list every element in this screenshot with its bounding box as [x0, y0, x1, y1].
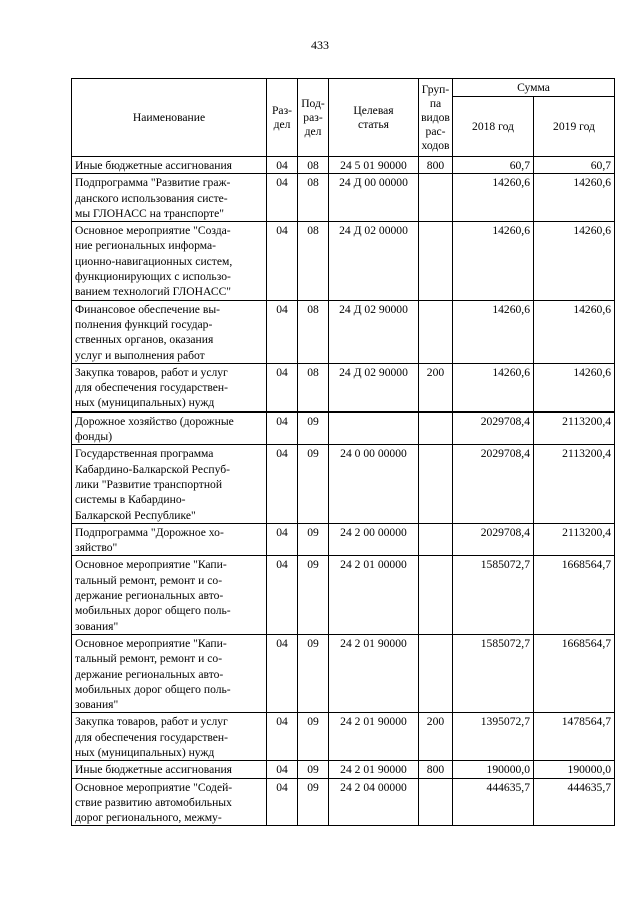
row-sum-2018: 14260,6	[453, 222, 534, 300]
row-group: 200	[419, 713, 453, 761]
row-sum-2018: 2029708,4	[453, 412, 534, 445]
header-group: Груп- па видов рас- ходов	[419, 79, 453, 157]
row-section: 04	[267, 778, 298, 826]
table-row	[72, 363, 615, 411]
row-target: 24 2 04 00000	[329, 778, 419, 826]
row-target: 24 Д 00 00000	[329, 174, 419, 222]
table-row	[72, 778, 615, 826]
row-target: 24 0 00 00000	[329, 445, 419, 523]
row-target	[329, 412, 419, 445]
row-section: 04	[267, 412, 298, 445]
row-name: Закупка товаров, работ и услуг для обеспечения государствен- ных (муниципальных) нужд	[72, 363, 267, 411]
row-section: 04	[267, 174, 298, 222]
row-group	[419, 445, 453, 523]
row-subsection: 08	[298, 363, 329, 411]
row-section: 04	[267, 761, 298, 778]
row-sum-2019: 14260,6	[534, 222, 615, 300]
row-section: 04	[267, 157, 298, 174]
row-sum-2019: 1478564,7	[534, 713, 615, 761]
row-subsection: 08	[298, 174, 329, 222]
row-section: 04	[267, 556, 298, 634]
row-target: 24 2 01 90000	[329, 634, 419, 712]
header-target: Целевая статья	[329, 79, 419, 157]
table-row	[72, 222, 615, 300]
table-row	[72, 157, 615, 174]
row-target: 24 5 01 90000	[329, 157, 419, 174]
table-row	[72, 445, 615, 523]
row-name: Иные бюджетные ассигнования	[72, 157, 267, 174]
row-group	[419, 300, 453, 363]
row-subsection: 09	[298, 445, 329, 523]
row-target: 24 2 01 90000	[329, 761, 419, 778]
row-sum-2019: 444635,7	[534, 778, 615, 826]
header-year-2018: 2018 год	[453, 97, 534, 157]
table-row	[72, 174, 615, 222]
header-subsection: Под- раз- дел	[298, 79, 329, 157]
row-name: Дорожное хозяйство (дорожные фонды)	[72, 412, 267, 445]
table-row	[72, 412, 615, 445]
row-sum-2018: 14260,6	[453, 174, 534, 222]
header-year-2019: 2019 год	[534, 97, 615, 157]
row-section: 04	[267, 300, 298, 363]
row-name: Основное мероприятие "Созда- ние региональных информа- ционно-навигационных систем, функционирующих с использо- ванием технологий ГЛОНАСС"	[72, 222, 267, 300]
row-subsection: 09	[298, 556, 329, 634]
row-sum-2019: 2113200,4	[534, 412, 615, 445]
row-group	[419, 412, 453, 445]
row-subsection: 09	[298, 523, 329, 556]
row-sum-2018: 1585072,7	[453, 556, 534, 634]
row-subsection: 09	[298, 761, 329, 778]
table-row	[72, 556, 615, 634]
row-group	[419, 174, 453, 222]
row-sum-2019: 14260,6	[534, 363, 615, 411]
row-target: 24 2 01 90000	[329, 713, 419, 761]
row-name: Основное мероприятие "Содей- ствие развитию автомобильных дорог регионального, межму-	[72, 778, 267, 826]
row-sum-2019: 1668564,7	[534, 556, 615, 634]
table-row	[72, 634, 615, 712]
row-sum-2019: 60,7	[534, 157, 615, 174]
page-number: 433	[311, 38, 329, 52]
row-section: 04	[267, 523, 298, 556]
row-subsection: 08	[298, 222, 329, 300]
row-subsection: 09	[298, 634, 329, 712]
row-section: 04	[267, 634, 298, 712]
row-name: Государственная программа Кабардино-Балкарской Респуб- лики "Развитие транспортной системы в Кабардино- Балкарской Республике"	[72, 445, 267, 523]
row-group	[419, 778, 453, 826]
row-name: Закупка товаров, работ и услуг для обеспечения государствен- ных (муниципальных) нужд	[72, 713, 267, 761]
row-subsection: 09	[298, 778, 329, 826]
row-sum-2019: 2113200,4	[534, 445, 615, 523]
table-body	[72, 157, 615, 826]
row-sum-2018: 2029708,4	[453, 523, 534, 556]
row-sum-2019: 14260,6	[534, 300, 615, 363]
row-target: 24 2 00 00000	[329, 523, 419, 556]
row-sum-2019: 190000,0	[534, 761, 615, 778]
row-sum-2018: 444635,7	[453, 778, 534, 826]
row-group: 200	[419, 363, 453, 411]
row-section: 04	[267, 713, 298, 761]
row-group: 800	[419, 157, 453, 174]
row-name: Основное мероприятие "Капи- тальный ремонт, ремонт и со- держание региональных авто- мобильных дорог общего поль- зования"	[72, 634, 267, 712]
row-sum-2018: 14260,6	[453, 363, 534, 411]
row-name: Подпрограмма "Дорожное хо- зяйство"	[72, 523, 267, 556]
row-section: 04	[267, 363, 298, 411]
row-sum-2019: 1668564,7	[534, 634, 615, 712]
table-row	[72, 523, 615, 556]
row-subsection: 08	[298, 157, 329, 174]
table-row	[72, 761, 615, 778]
row-sum-2018: 60,7	[453, 157, 534, 174]
row-group	[419, 556, 453, 634]
row-sum-2018: 190000,0	[453, 761, 534, 778]
header-name: Наименование	[72, 79, 267, 157]
row-section: 04	[267, 222, 298, 300]
row-sum-2018: 14260,6	[453, 300, 534, 363]
row-target: 24 Д 02 00000	[329, 222, 419, 300]
table-row	[72, 713, 615, 761]
row-name: Подпрограмма "Развитие граж- данского использования систе- мы ГЛОНАСС на транспорте"	[72, 174, 267, 222]
table-header	[72, 79, 615, 157]
row-target: 24 Д 02 90000	[329, 363, 419, 411]
row-sum-2018: 1585072,7	[453, 634, 534, 712]
row-subsection: 09	[298, 412, 329, 445]
row-sum-2019: 14260,6	[534, 174, 615, 222]
row-section: 04	[267, 445, 298, 523]
row-name: Основное мероприятие "Капи- тальный ремонт, ремонт и со- держание региональных авто- мобильных дорог общего поль- зования"	[72, 556, 267, 634]
row-sum-2018: 1395072,7	[453, 713, 534, 761]
row-sum-2019: 2113200,4	[534, 523, 615, 556]
row-target: 24 2 01 00000	[329, 556, 419, 634]
row-group	[419, 634, 453, 712]
row-group: 800	[419, 761, 453, 778]
budget-table	[71, 78, 615, 826]
row-subsection: 09	[298, 713, 329, 761]
header-sum: Сумма	[453, 79, 615, 97]
row-name: Финансовое обеспечение вы- полнения функций государ- ственных органов, оказания услуг и выполнения работ	[72, 300, 267, 363]
row-name: Иные бюджетные ассигнования	[72, 761, 267, 778]
table-row	[72, 300, 615, 363]
header-section: Раз- дел	[267, 79, 298, 157]
row-group	[419, 222, 453, 300]
row-target: 24 Д 02 90000	[329, 300, 419, 363]
row-sum-2018: 2029708,4	[453, 445, 534, 523]
row-group	[419, 523, 453, 556]
row-subsection: 08	[298, 300, 329, 363]
